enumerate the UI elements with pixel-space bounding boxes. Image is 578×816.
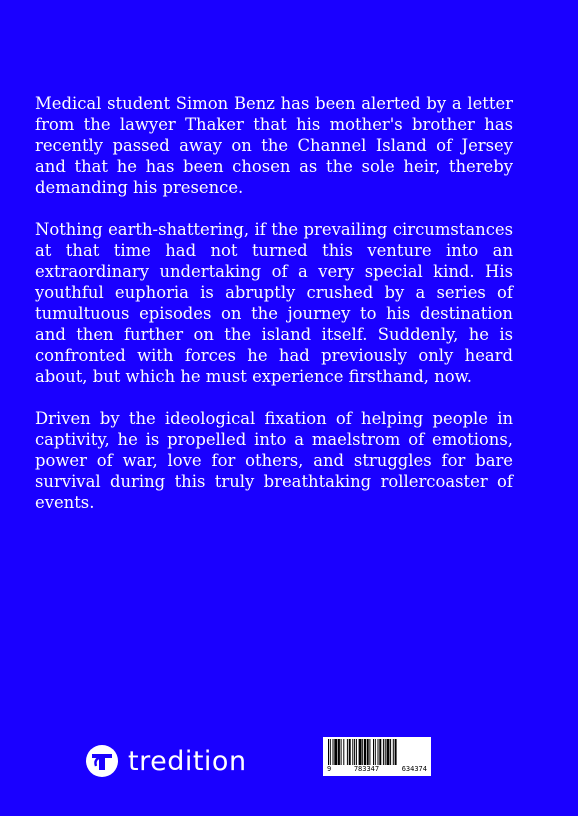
- publisher-name: tredition: [128, 745, 247, 777]
- barcode-bar: [378, 739, 379, 765]
- barcode-bar: [347, 739, 348, 765]
- barcode-bar: [373, 739, 374, 765]
- barcode-lead-digit: 9: [327, 765, 332, 773]
- barcode-bar: [354, 739, 355, 765]
- barcode-bar: [352, 739, 353, 765]
- barcode-bar: [341, 739, 342, 765]
- barcode-bar: [385, 739, 386, 765]
- isbn-barcode: [323, 737, 431, 776]
- barcode-bar: [367, 739, 369, 765]
- barcode-bar: [328, 739, 329, 765]
- barcode-bar: [349, 739, 351, 765]
- barcode-digits: [326, 765, 428, 773]
- barcode-group-2: 634374: [401, 765, 427, 773]
- barcode-bars: [326, 739, 428, 765]
- barcode-bar: [362, 739, 363, 765]
- barcode-bar: [369, 739, 370, 765]
- blurb-paragraph-3: Driven by the ideological fixation of helping people in captivity, he is propelled into a maelstrom of emotions, power of war, love for others, and struggles for bare survival during this truly breathtaking rollercoaster of events.: [35, 409, 513, 512]
- barcode-bar: [359, 739, 362, 765]
- barcode-bar: [390, 739, 391, 765]
- publisher-logo: [86, 744, 247, 778]
- blurb-paragraph-1: Medical student Simon Benz has been alerted by a letter from the lawyer Thaker that his mother's brother has recently passed away on the Channel Island of Jersey and that he has been chosen as the sole heir, thereby demanding his presence.: [35, 94, 513, 197]
- blurb-paragraph-2: Nothing earth-shattering, if the prevailing circumstances at that time had not turned this venture into an extraordinary undertaking of a very special kind. His youthful euphoria is abruptly crushed by a series of tumultuous episodes on the journey to his destination and then further on the island itself. Suddenly, he is confronted with forces he had previously only heard about, but which he must experience firsthand, now.: [35, 220, 513, 386]
- barcode-bar: [387, 739, 390, 765]
- back-cover-blurb: [35, 93, 513, 534]
- tredition-logo-icon: [86, 745, 118, 777]
- barcode-bar: [338, 739, 340, 765]
- barcode-bar: [375, 739, 376, 765]
- barcode-bar: [330, 739, 331, 765]
- barcode-bar: [364, 739, 366, 765]
- barcode-bar: [383, 739, 384, 765]
- barcode-bar: [333, 739, 334, 765]
- barcode-bar: [356, 739, 357, 765]
- barcode-bar: [395, 739, 397, 765]
- barcode-group-1: 783347: [353, 765, 380, 773]
- barcode-bar: [334, 739, 337, 765]
- barcode-bar: [343, 739, 344, 765]
- barcode-bar: [379, 739, 381, 765]
- barcode-bar: [393, 739, 394, 765]
